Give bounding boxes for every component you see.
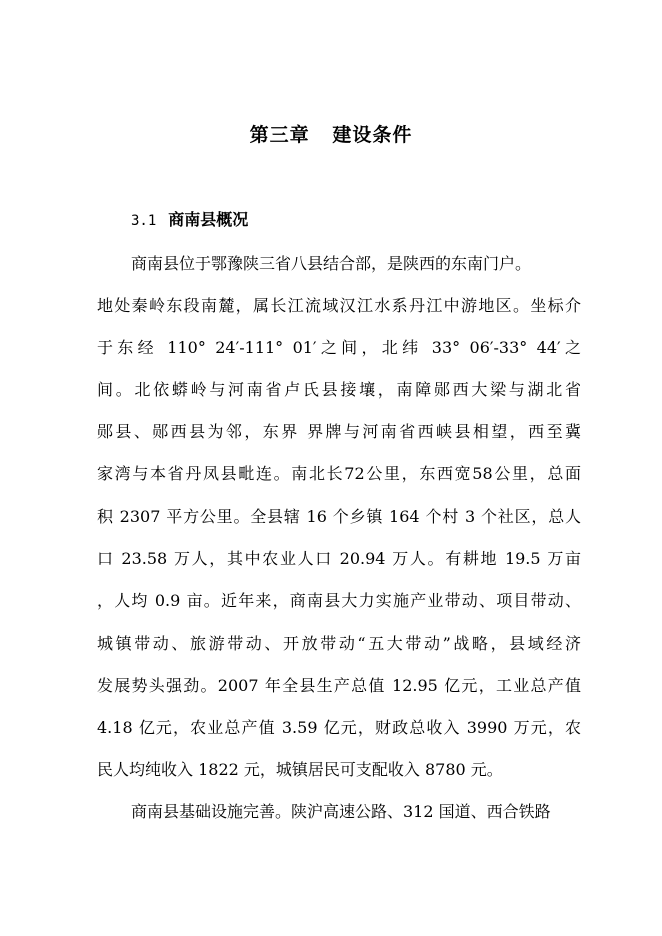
section-number: 3.1 — [131, 213, 157, 229]
section-heading — [131, 207, 248, 230]
text-line: 于东经 110° 24′-111° 01′之间，北纬 33° 06′-33° 44′之 — [97, 338, 581, 357]
text-line: 间。北依蟒岭与河南省卢氏县接壤，南障郧西大梁与湖北省 — [97, 380, 581, 399]
text-line: 积 2307 平方公里。全县辖 16 个乡镇 164 个村 3 个社区，总人 — [97, 507, 581, 526]
text-line: 发展势头强劲。2007 年全县生产总值 12.95 亿元，工业总产值 — [97, 676, 581, 695]
text-line: 民人均纯收入 1822 元，城镇居民可支配收入 8780 元。 — [97, 760, 503, 779]
text-line: 城镇带动、旅游带动、开放带动“五大带动”战略，县域经济 — [97, 634, 581, 653]
text-line: 地处秦岭东段南麓，属长江流域汉江水系丹江中游地区。坐标介 — [97, 296, 581, 315]
text-line: ，人均 0.9 亩。近年来，商南县大力实施产业带动、项目带动、 — [97, 591, 581, 610]
section-title: 商南县概况 — [168, 210, 249, 229]
text-line: 商南县位于鄂豫陕三省八县结合部，是陕西的东南门户。 — [131, 254, 532, 273]
text-line: 4.18 亿元，农业总产值 3.59 亿元，财政总收入 3990 万元，农 — [97, 718, 581, 737]
text-line: 口 23.58 万人，其中农业人口 20.94 万人。有耕地 19.5 万亩 — [97, 549, 581, 568]
chapter-title: 第三章 建设条件 — [249, 124, 413, 146]
text-line: 家湾与本省丹凤县毗连。南北长72公里，东西宽58公里，总面 — [97, 464, 581, 483]
text-line: 郧县、郧西县为邻，东界 界牌与河南省西峡县相望，西至冀 — [97, 422, 581, 441]
text-line: 商南县基础设施完善。陕沪高速公路、312 国道、西合铁路 — [131, 802, 551, 821]
